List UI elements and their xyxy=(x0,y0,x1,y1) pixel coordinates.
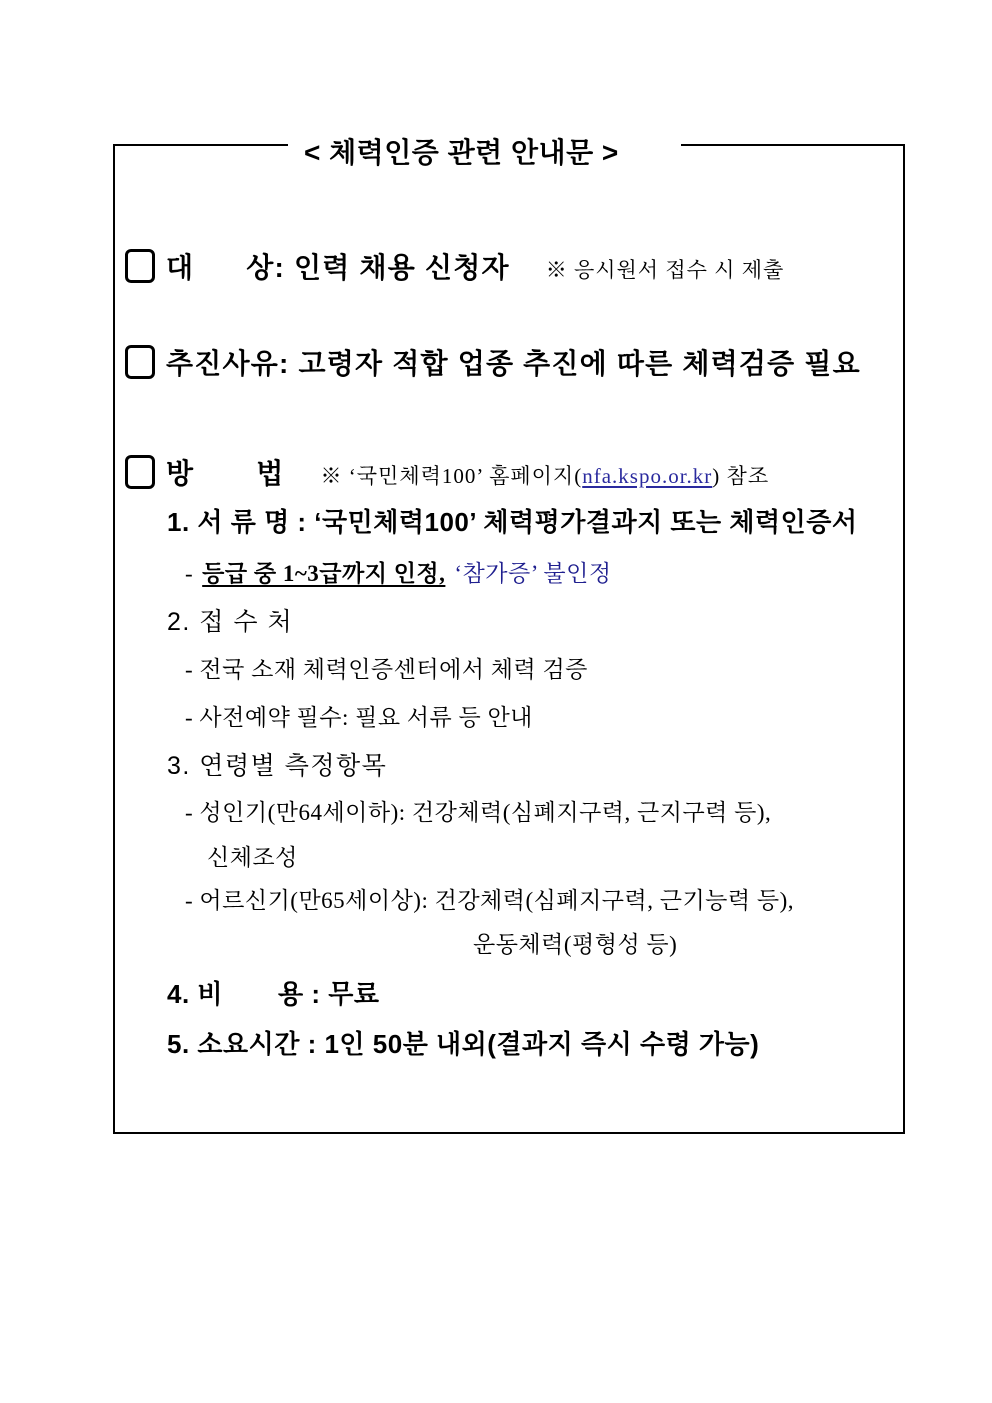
cost-label-right: 용 : 무료 xyxy=(278,979,380,1009)
participation-cert-rejected-text: ‘참가증’ 불인정 xyxy=(454,561,612,586)
method-item-3-sub2: - 어르신기(만65세이상): 건강체력(심폐지구력, 근기능력 등), xyxy=(185,888,794,913)
method-item-4-heading xyxy=(167,974,380,1011)
method-label-right: 법 xyxy=(256,458,285,489)
content-border-box xyxy=(113,144,905,1134)
method-item-3-sub1: - 성인기(만64세이하): 건강체력(심폐지구력, 근지구력 등), xyxy=(185,800,772,825)
reason-section xyxy=(125,342,861,382)
method-item-1-sub xyxy=(185,555,612,588)
method-label-left: 방 xyxy=(166,458,195,489)
method-item-5-heading: 5. 소요시간 : 1인 50분 내외(결과지 즉시 수령 가능) xyxy=(167,1029,760,1059)
method-item-3-heading: 3. 연령별 측정항목 xyxy=(167,752,388,780)
grade-accepted-text: 등급 중 1~3급까지 인정, xyxy=(202,561,446,586)
ballot-checkbox-icon xyxy=(125,345,155,379)
target-note: ※ 응시원서 접수 시 제출 xyxy=(545,258,785,282)
target-label-left: 대 xyxy=(166,252,195,283)
target-label-right: 상: 인력 채용 신청자 xyxy=(246,252,510,283)
method-note xyxy=(321,464,770,488)
method-section xyxy=(125,452,769,492)
method-item-3-sub2-continuation: 운동체력(평형성 등) xyxy=(473,932,678,957)
target-section xyxy=(125,246,784,286)
page-title: < 체력인증 관련 안내문 > xyxy=(288,129,681,177)
dash-bullet: - xyxy=(185,561,194,586)
method-note-prefix: ※ ‘국민체력100’ 홈페이지( xyxy=(320,464,583,488)
homepage-link[interactable]: nfa.kspo.or.kr xyxy=(582,464,713,488)
cost-label-left: 4. 비 xyxy=(167,979,224,1009)
method-item-3-sub1-continuation: 신체조성 xyxy=(207,845,298,870)
method-item-2-heading: 2. 접 수 처 xyxy=(167,608,294,636)
ballot-checkbox-icon xyxy=(125,455,155,489)
reason-label: 추진사유: 고령자 적합 업종 추진에 따른 체력검증 필요 xyxy=(166,348,861,379)
method-item-1-heading: 1. 서 류 명 : ‘국민체력100’ 체력평가결과지 또는 체력인증서 xyxy=(167,507,858,537)
method-item-2-sub1: - 전국 소재 체력인증센터에서 체력 검증 xyxy=(185,657,588,682)
ballot-checkbox-icon xyxy=(125,249,155,283)
method-item-2-sub2: - 사전예약 필수: 필요 서류 등 안내 xyxy=(185,705,533,730)
method-note-suffix: ) 참조 xyxy=(712,464,770,488)
